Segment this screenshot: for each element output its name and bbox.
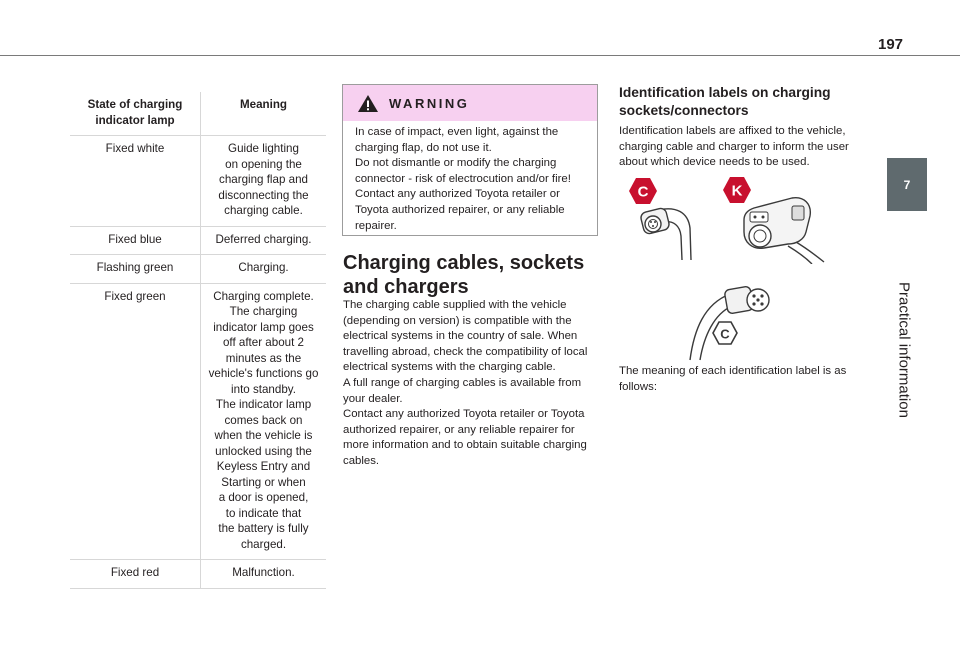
- charging-cables-text: The charging cable supplied with the vehicle (depending on version) is compatible with the electrical systems in the country of sale. When travelling abroad, check the compatibility of local electrical systems with the charging cable. A full range of charging cables is available from your dealer. Contact any authorized Toyota retailer or Toyota authorized repairer, or any reliable repairer for more information and to obtain suitable charging cables.: [343, 299, 588, 467]
- chapter-title: Practical information: [895, 282, 913, 418]
- header-divider: [0, 55, 960, 56]
- table-row: [70, 136, 326, 227]
- chapter-tab[interactable]: [887, 158, 927, 211]
- charging-indicator-table: [70, 92, 326, 589]
- page-number: 197: [878, 36, 904, 53]
- warning-title: WARNING: [389, 95, 470, 111]
- table-row: [70, 283, 326, 560]
- state-cell: Fixed red: [70, 560, 201, 589]
- label-meaning-intro: The meaning of each identification label is as follows:: [619, 365, 847, 393]
- meaning-cell: Charging complete. The charging indicator lamp goes off after about 2 minutes as the vehicle's functions go into standby. The indicator lamp comes back on when the vehicle is unlocked using the Keyless Entry and Starting or when a door is opened, to indicate that the battery is fully charged.: [201, 283, 327, 560]
- table-row: [70, 226, 326, 255]
- charging-cables-heading: Charging cables, sockets and chargers: [343, 252, 585, 298]
- warning-box: [342, 84, 598, 236]
- type-c-plug-with-label-icon: [682, 280, 782, 362]
- meaning-cell: Malfunction.: [201, 560, 327, 589]
- meaning-cell: Guide lighting on opening the charging flap and disconnecting the charging cable.: [201, 136, 327, 227]
- table-header-state: State of charging indicator lamp: [70, 92, 201, 136]
- warning-header: [343, 85, 597, 121]
- state-cell: Flashing green: [70, 255, 201, 284]
- state-cell: Fixed blue: [70, 226, 201, 255]
- table-header-row: [70, 92, 326, 136]
- hex-label-text: C: [637, 183, 649, 201]
- meaning-cell: Charging.: [201, 255, 327, 284]
- state-cell: Fixed white: [70, 136, 201, 227]
- identification-labels-heading: Identification labels on charging sockets/connectors: [619, 85, 831, 118]
- state-cell: Fixed green: [70, 283, 201, 560]
- warning-triangle-icon: [357, 94, 379, 113]
- chapter-number: 7: [903, 177, 911, 192]
- identification-labels-text: Identification labels are affixed to the vehicle, charging cable and charger to inform the user about which device needs to be used.: [619, 125, 849, 169]
- hex-label-text: C: [720, 326, 730, 342]
- table-row: [70, 560, 326, 589]
- hex-label-text: K: [731, 182, 743, 200]
- type-c-connector-icon: [636, 198, 708, 264]
- meaning-cell: Deferred charging.: [201, 226, 327, 255]
- table-header-meaning: Meaning: [239, 98, 288, 111]
- warning-text: In case of impact, even light, against the charging flap, do not use it. Do not dismantle or modify the charging connector - risk of electrocution and/or fire! Contact any authorized Toyota retailer or Toyota authorized repairer, or any reliable repairer.: [355, 126, 571, 232]
- type-k-connector-icon: [736, 192, 828, 264]
- table-row: [70, 255, 326, 284]
